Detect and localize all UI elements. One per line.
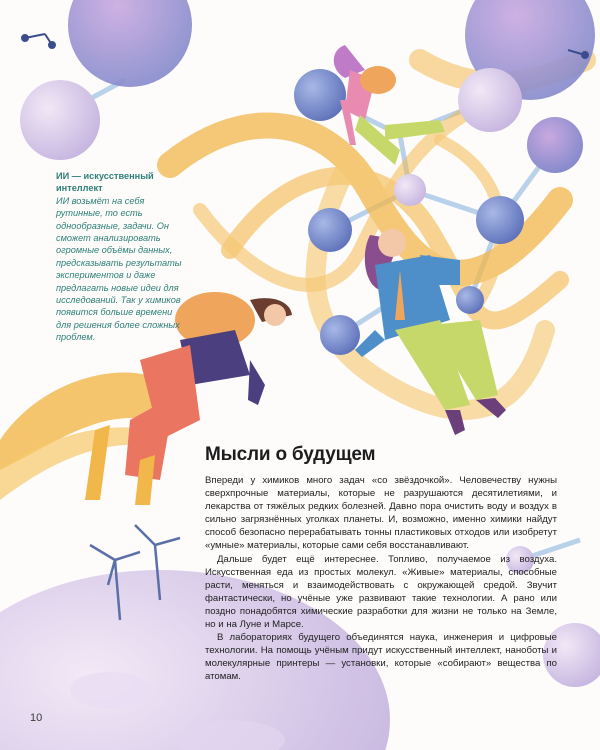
- sidebar-text: ИИ возьмёт на себя рутинные, то есть однообразные, задачи. Он сможет анализировать огромные объёмы данных, предсказывать результаты экспериментов и даже предлагать новые идеи для исследований. Так у химиков появится больше времени для решения более сложных проблем.: [56, 195, 182, 343]
- sphere: [394, 174, 426, 206]
- sidebar-title: ИИ — искусственный интеллект: [56, 171, 154, 194]
- article: [205, 444, 557, 684]
- page-number: 10: [30, 712, 43, 724]
- sphere: [294, 69, 346, 121]
- article-paragraph: Дальше будет ещё интереснее. Топливо, получаемое из воздуха. Искусственная еда из простых молекул. «Живые» материалы, способные расти, меняться и взаимодействовать с окружающей средой. Звучит фантастически, но учёные уже развивают такие технологии. А рано или поздно понадобятся химические разработки для жизни не только на Земле, но и на Луне и Марсе.: [205, 553, 557, 631]
- sphere: [20, 80, 100, 160]
- article-paragraph: В лабораториях будущего объединятся наука, инженерия и цифровые технологии. На помощь учёным придут искусственный интеллект, наноботы и молекулярные принтеры — установки, которые «собирают» вещества по атомам.: [205, 632, 557, 683]
- article-heading: Мысли о будущем: [205, 444, 376, 465]
- sphere: [68, 0, 192, 87]
- sidebar-note: [56, 170, 184, 344]
- sphere: [476, 196, 524, 244]
- sphere: [308, 208, 352, 252]
- sphere: [527, 117, 583, 173]
- drone-icon: [22, 34, 55, 48]
- sphere: [458, 68, 522, 132]
- sphere: [320, 315, 360, 355]
- sphere: [456, 286, 484, 314]
- article-paragraph: Впереди у химиков много задач «со звёздочкой». Человечеству нужны сверхпрочные материалы, которые не разрушаются десятилетиями, и лекарства от тяжёлых редких болезней. Давно пора очистить воду и воздух в сильно загрязнённых уголках планеты. И, возможно, именно химики найдут способ безопасно перерабатывать тонны пластиковых отходов или изобретут «умные» материалы, которые сами себя восстанавливают.: [205, 475, 557, 552]
